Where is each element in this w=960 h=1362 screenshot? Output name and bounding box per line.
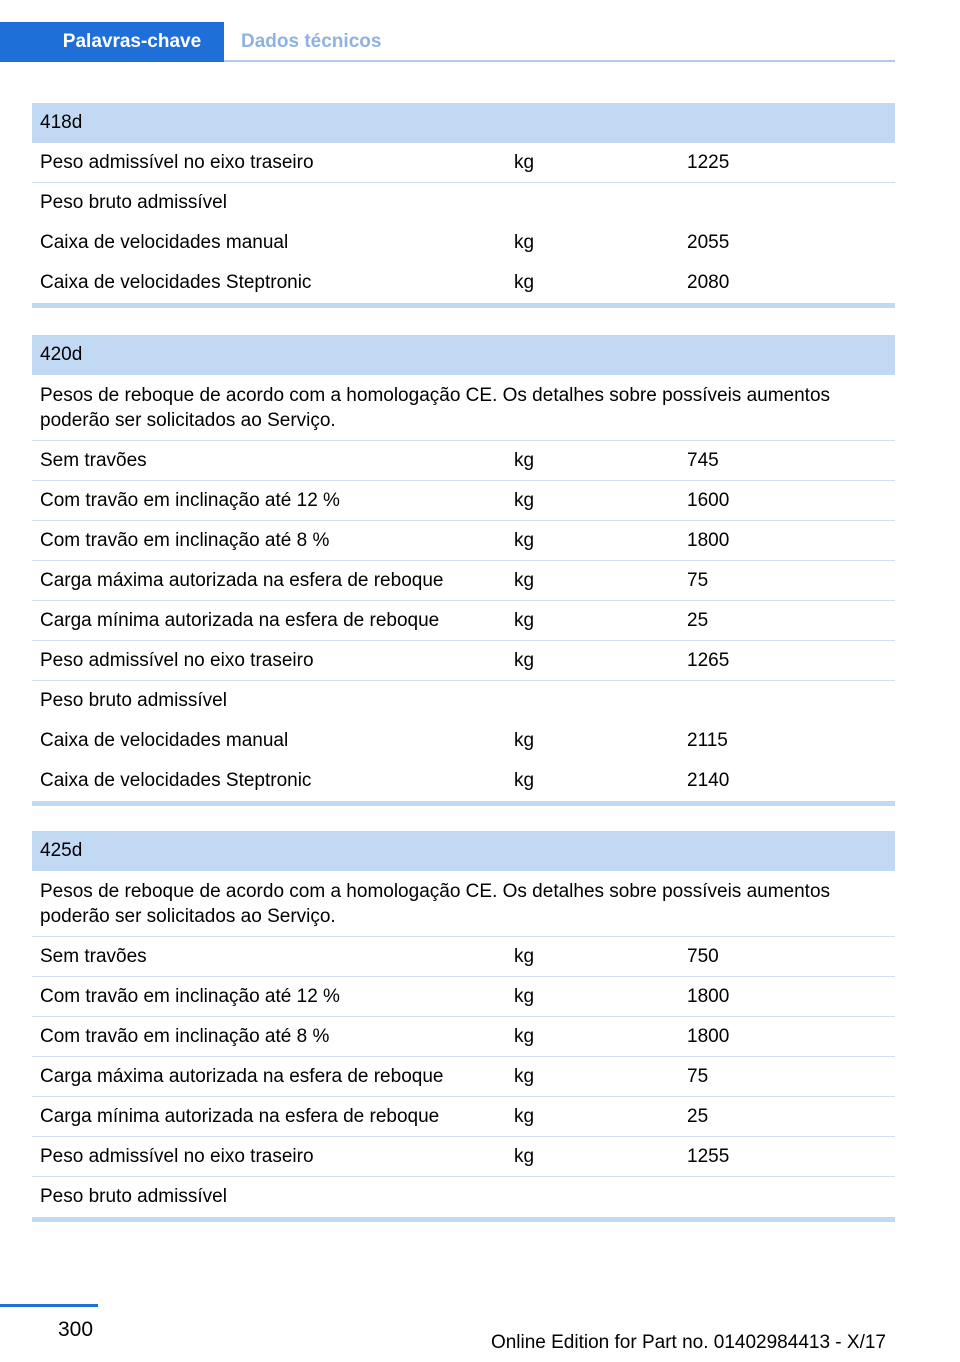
table-row [32, 521, 895, 561]
table-end-rule [32, 801, 895, 806]
spec-table-425d [32, 831, 895, 1222]
table-title: 425d [32, 831, 895, 871]
row-unit: kg [514, 730, 535, 751]
row-unit: kg [514, 1025, 535, 1047]
table-row [32, 761, 895, 801]
row-unit: kg [514, 529, 535, 551]
table-row [32, 641, 895, 681]
row-value: 25 [687, 1105, 709, 1127]
table-row [32, 263, 895, 303]
page-number: 300 [58, 1318, 94, 1341]
table-row [32, 1137, 895, 1177]
row-label: Peso admissível no eixo traseiro [40, 1145, 314, 1167]
row-unit: kg [514, 272, 535, 293]
row-value: 1600 [687, 489, 730, 511]
row-unit: kg [514, 569, 535, 591]
table-row [32, 1057, 895, 1097]
row-value: 2055 [687, 232, 730, 253]
row-label: Com travão em inclinação até 12 % [40, 985, 340, 1007]
table-row [32, 441, 895, 481]
row-value: 1265 [687, 649, 730, 671]
table-title: 420d [32, 335, 895, 375]
row-label: Com travão em inclinação até 12 % [40, 489, 340, 511]
row-label: Caixa de velocidades Steptronic [40, 272, 312, 293]
row-label: Caixa de velocidades manual [40, 730, 289, 751]
row-label: Caixa de velocidades manual [40, 232, 289, 253]
row-unit: kg [514, 1105, 535, 1127]
row-label: Carga mínima autorizada na esfera de reboque [40, 1105, 440, 1127]
row-value: 1800 [687, 1025, 730, 1047]
edition-text: Online Edition for Part no. 01402984413 - X/17 [490, 1332, 886, 1353]
table-row [32, 223, 895, 263]
table-note: Pesos de reboque de acordo com a homologação CE. Os detalhes sobre possíveis aumentos poderão ser solicitados ao Serviço. [32, 375, 895, 441]
row-value: 1800 [687, 529, 730, 551]
row-unit: kg [514, 945, 535, 967]
table-row [32, 601, 895, 641]
row-unit: kg [514, 449, 535, 471]
row-unit: kg [514, 649, 535, 671]
row-label: Caixa de velocidades Steptronic [40, 770, 312, 791]
row-value: 1255 [687, 1145, 730, 1167]
row-unit: kg [514, 151, 535, 173]
row-label: Peso admissível no eixo traseiro [40, 649, 314, 671]
table-row [32, 937, 895, 977]
row-label: Carga mínima autorizada na esfera de reboque [40, 609, 440, 631]
tab-technical-data[interactable]: Dados técnicos [241, 31, 382, 52]
table-row [32, 977, 895, 1017]
table-subhead [32, 1177, 895, 1217]
row-label: Sem travões [40, 449, 147, 471]
table-end-rule [32, 1217, 895, 1222]
row-value: 75 [687, 1065, 709, 1087]
table-row [32, 1017, 895, 1057]
spec-table-420d [32, 335, 895, 806]
row-label: Peso bruto admissível [40, 1186, 227, 1207]
row-label: Sem travões [40, 945, 147, 967]
header-divider [224, 60, 895, 62]
table-row [32, 143, 895, 183]
table-subhead [32, 681, 895, 721]
row-unit: kg [514, 770, 535, 791]
table-row [32, 561, 895, 601]
table-row [32, 481, 895, 521]
row-label: Peso bruto admissível [40, 192, 227, 213]
row-label: Carga máxima autorizada na esfera de reboque [40, 1065, 444, 1087]
footer-accent-line [0, 1304, 98, 1307]
table-row [32, 1097, 895, 1137]
spec-table-418d [32, 103, 895, 308]
row-value: 2115 [687, 730, 728, 751]
table-note: Pesos de reboque de acordo com a homologação CE. Os detalhes sobre possíveis aumentos poderão ser solicitados ao Serviço. [32, 871, 895, 937]
row-value: 745 [687, 449, 719, 471]
row-label: Com travão em inclinação até 8 % [40, 1025, 330, 1047]
row-unit: kg [514, 1145, 535, 1167]
row-value: 1225 [687, 151, 730, 173]
row-value: 2140 [687, 770, 730, 791]
row-value: 2080 [687, 272, 730, 293]
row-label: Peso admissível no eixo traseiro [40, 151, 314, 173]
tab-keywords[interactable]: Palavras-chave [0, 22, 224, 62]
row-unit: kg [514, 1065, 535, 1087]
row-unit: kg [514, 232, 535, 253]
table-subhead [32, 183, 895, 223]
row-value: 25 [687, 609, 709, 631]
row-label: Com travão em inclinação até 8 % [40, 529, 330, 551]
table-title: 418d [32, 103, 895, 143]
row-label: Carga máxima autorizada na esfera de reboque [40, 569, 444, 591]
row-value: 75 [687, 569, 709, 591]
row-unit: kg [514, 489, 535, 511]
header [0, 0, 960, 64]
row-label: Peso bruto admissível [40, 690, 227, 711]
row-value: 750 [687, 945, 719, 967]
table-row [32, 721, 895, 761]
row-value: 1800 [687, 985, 730, 1007]
table-end-rule [32, 303, 895, 308]
row-unit: kg [514, 609, 535, 631]
row-unit: kg [514, 985, 535, 1007]
